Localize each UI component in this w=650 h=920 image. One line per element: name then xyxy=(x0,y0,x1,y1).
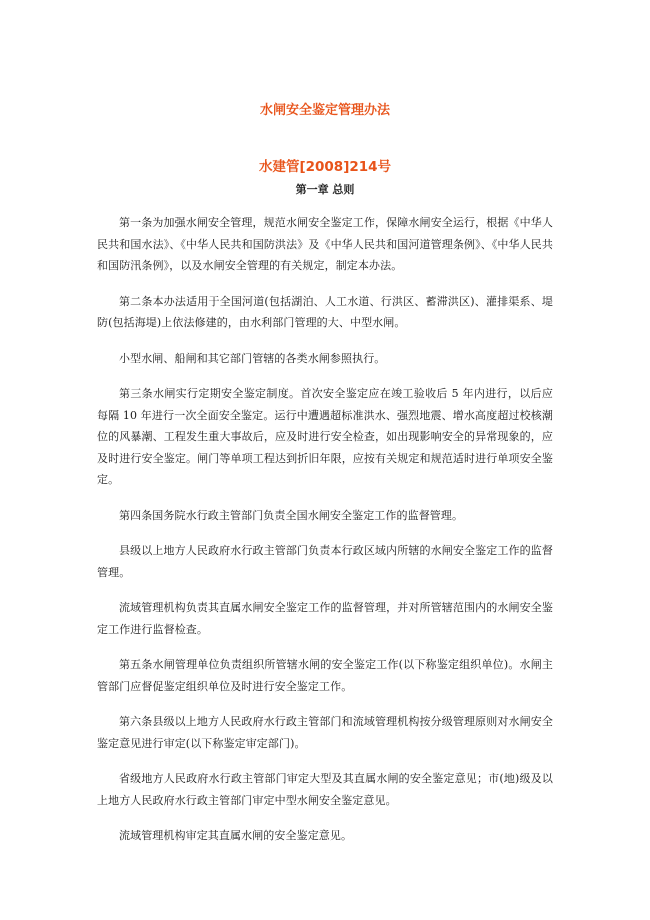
document-number: 水建管[2008]214号 xyxy=(258,159,392,175)
document-title: 水闸安全鉴定管理办法 xyxy=(259,103,390,118)
document-page xyxy=(97,96,553,861)
paragraph-article-4: 第四条国务院水行政主管部门负责全国水闸安全鉴定工作的监督管理。 xyxy=(119,508,464,522)
paragraph-article-1: 第一条为加强水闸安全管理，规范水闸安全鉴定工作，保障水闸安全运行，根据《中华人民共和国水法》、《中华人民共和国防洪法》及《中华人民共和国河道管理条例》、《中华人民共和国防汛条例》，以及水闸安全管理的有关规定，制定本办法。 xyxy=(97,216,553,272)
paragraph-basin-agency: 流域管理机构负责其直属水闸安全鉴定工作的监督管理，并对所管辖范围内的水闸安全鉴定工作进行监督检查。 xyxy=(97,601,553,636)
paragraph-county-level: 县级以上地方人民政府水行政主管部门负责本行政区域内所辖的水闸安全鉴定工作的监督管理。 xyxy=(97,544,553,579)
paragraph-provincial-level: 省级地方人民政府水行政主管部门审定大型及其直属水闸的安全鉴定意见；市(地)级及以上地方人民政府水行政主管部门审定中型水闸安全鉴定意见。 xyxy=(97,772,553,807)
paragraph-article-2: 第二条本办法适用于全国河道(包括湖泊、人工水道、行洪区、蓄滞洪区)、灌排渠系、堤防(包括海堤)上依法修建的，由水利部门管理的大、中型水闸。 xyxy=(97,294,553,329)
paragraph-article-3: 第三条水闸实行定期安全鉴定制度。首次安全鉴定应在竣工验收后 5 年内进行，以后应每隔 10 年进行一次全面安全鉴定。运行中遭遇超标准洪水、强烈地震、增水高度超过校核潮位的风暴潮、工程发生重大事故后，应及时进行安全检查，如出现影响安全的异常现象的，应及时进行安全鉴定。闸门等单项工程达到折旧年限，应按有关规定和规范适时进行单项安全鉴定。 xyxy=(97,387,553,486)
paragraph-article-5: 第五条水闸管理单位负责组织所管辖水闸的安全鉴定工作(以下称鉴定组织单位)。水闸主管部门应督促鉴定组织单位及时进行安全鉴定工作。 xyxy=(97,658,553,693)
chapter-heading: 第一章 总则 xyxy=(295,183,355,196)
document-body xyxy=(97,212,553,847)
paragraph-basin-review: 流域管理机构审定其直属水闸的安全鉴定意见。 xyxy=(119,829,353,842)
paragraph-small-sluices: 小型水闸、船闸和其它部门管辖的各类水闸参照执行。 xyxy=(119,351,386,365)
paragraph-article-6: 第六条县级以上地方人民政府水行政主管部门和流域管理机构按分级管理原则对水闸安全鉴定意见进行审定(以下称鉴定审定部门)。 xyxy=(97,715,553,750)
